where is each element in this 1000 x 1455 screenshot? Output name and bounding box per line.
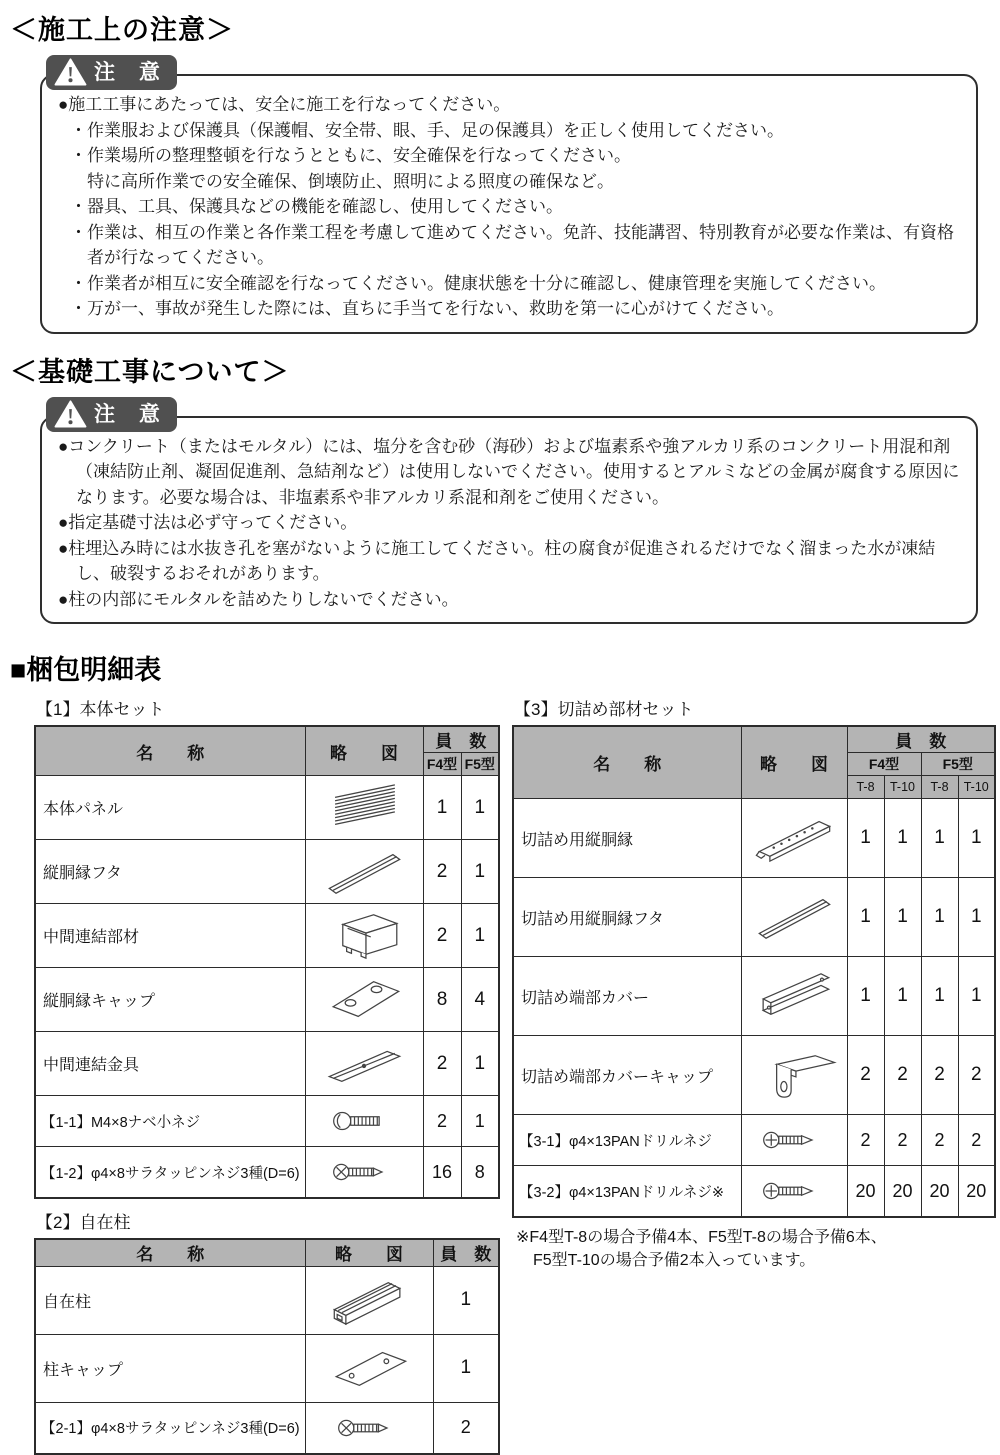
part-name: 切詰め用縦胴縁	[513, 799, 741, 878]
qty-value: 1	[847, 957, 884, 1036]
qty-value: 2	[884, 1115, 921, 1166]
warning-triangle-icon	[54, 58, 87, 87]
part-name: 切詰め端部カバー	[513, 957, 741, 1036]
col-header-f4: F4型	[423, 753, 461, 776]
qty-value: 1	[958, 957, 995, 1036]
qty-value: 1	[423, 776, 461, 840]
caution-line: ●施工工事にあたっては、安全に施工を行なってください。	[58, 95, 511, 114]
table-row	[35, 904, 499, 968]
part-name: 切詰め用縦胴縁フタ	[513, 878, 741, 957]
caution-line: ・器具、工具、保護具などの機能を確認し、使用してください。	[70, 197, 563, 216]
col-header-figure: 略 図	[305, 726, 423, 776]
table-row	[35, 1147, 499, 1199]
caution-line: ●コンクリート（またはモルタル）には、塩分を含む砂（海砂）および塩素系や強アルカリ系のコンクリート用混和剤（凍結防止剤、凝固促進剤、急結剤など）は使用しないでください。使用するとアルミなどの金属が腐食する原因になります。必要な場合は、非塩素系や非アルカリ系混和剤をご使用ください。	[58, 436, 960, 507]
table-row	[35, 1096, 499, 1147]
part-name: 【2-1】φ4×8サラタッピンネジ3種(D=6)	[35, 1402, 305, 1454]
part-name: 中間連結金具	[35, 1032, 305, 1096]
qty-value: 1	[847, 878, 884, 957]
caution-line: ●指定基礎寸法は必ず守ってください。	[58, 513, 358, 532]
table-row	[513, 1036, 995, 1115]
qty-value: 1	[461, 904, 499, 968]
table-row	[35, 1266, 499, 1334]
qty-value: 2	[423, 1096, 461, 1147]
col-header-f5: F5型	[461, 753, 499, 776]
caution-label	[46, 55, 177, 90]
caution-line: ・作業者が相互に安全確認を行なってください。健康状態を十分に確認し、健康管理を実施してください。	[70, 273, 886, 293]
col-header-name: 名 称	[35, 726, 305, 776]
channel-holes-icon	[741, 799, 847, 878]
table3-footnote	[516, 1226, 994, 1272]
col-header-t8b: T-8	[921, 776, 958, 799]
table-row	[513, 878, 995, 957]
col-header-qty: 員 数	[433, 1239, 499, 1266]
qty-value: 4	[461, 968, 499, 1032]
caution-box-foundation	[40, 402, 978, 625]
post-icon	[305, 1266, 433, 1334]
part-name: 本体パネル	[35, 776, 305, 840]
qty-value: 2	[958, 1036, 995, 1115]
qty-value: 2	[847, 1115, 884, 1166]
warning-triangle-icon	[54, 400, 87, 429]
qty-value: 1	[847, 799, 884, 878]
packing-list-title: ■梱包明細表	[10, 655, 162, 685]
qty-value: 2	[884, 1036, 921, 1115]
col-header-f5: F5型	[921, 753, 995, 776]
caution-label-text: 注 意	[94, 402, 169, 426]
part-name: 中間連結部材	[35, 904, 305, 968]
table2-caption: 【2】自在柱	[36, 1213, 131, 1232]
caution-line: ●柱埋込み時には水抜き孔を塞がないように施工してください。柱の腐食が促進されるだけでなく溜まった水が凍結し、破裂するおそれがあります。	[58, 538, 936, 583]
caution-label	[46, 397, 177, 432]
cap-plate-icon	[305, 1334, 433, 1402]
screw-flat-icon	[305, 1402, 433, 1454]
qty-value: 2	[433, 1402, 499, 1454]
screw-drill-icon	[741, 1166, 847, 1218]
qty-value: 8	[461, 1147, 499, 1199]
col-header-figure: 略 図	[305, 1239, 433, 1266]
packing-right-column	[512, 693, 994, 1272]
packing-tables-area	[34, 693, 988, 1455]
caution-line: ・作業は、相互の作業と各作業工程を考慮して進めてください。免許、技能講習、特別教育が必要な作業は、有資格者が行なってください。	[70, 222, 954, 267]
footnote-line: F5型T-10の場合予備2本入っています。	[533, 1252, 816, 1270]
qty-value: 1	[884, 799, 921, 878]
qty-value: 1	[884, 957, 921, 1036]
caution-line: ●柱の内部にモルタルを詰めたりしないでください。	[58, 589, 459, 609]
table-row	[35, 776, 499, 840]
flat-plate-icon	[305, 1032, 423, 1096]
qty-value: 20	[958, 1166, 995, 1218]
caution-line: ・作業服および保護具（保護帽、安全帯、眼、手、足の保護具）を正しく使用してください。	[70, 120, 784, 140]
qty-value: 1	[958, 799, 995, 878]
col-header-t8a: T-8	[847, 776, 884, 799]
table-row	[513, 1166, 995, 1218]
part-name: 【3-1】φ4×13PANドリルネジ	[513, 1115, 741, 1166]
angle-bar-icon	[741, 957, 847, 1036]
part-name: 縦胴縁フタ	[35, 840, 305, 904]
strip-icon	[305, 840, 423, 904]
part-name: 柱キャップ	[35, 1334, 305, 1402]
screw-flat-icon	[305, 1147, 423, 1199]
table-row	[35, 1402, 499, 1454]
table-row	[513, 799, 995, 878]
qty-value: 1	[921, 799, 958, 878]
part-name: 縦胴縁キャップ	[35, 968, 305, 1032]
caution-box-construction	[40, 61, 978, 334]
strip-icon	[741, 878, 847, 957]
qty-value: 1	[921, 878, 958, 957]
plate-holes-icon	[305, 968, 423, 1032]
qty-value: 1	[433, 1266, 499, 1334]
qty-value: 1	[461, 840, 499, 904]
channel-icon	[305, 904, 423, 968]
qty-value: 1	[958, 878, 995, 957]
packing-left-column	[34, 693, 498, 1455]
qty-value: 1	[461, 1032, 499, 1096]
col-header-figure: 略 図	[741, 726, 847, 799]
screw-pan-icon	[305, 1096, 423, 1147]
col-header-qty: 員 数	[423, 726, 499, 753]
table-free-post	[34, 1238, 500, 1455]
part-name: 【1-1】M4×8ナベ小ネジ	[35, 1096, 305, 1147]
qty-value: 8	[423, 968, 461, 1032]
end-cap-icon	[741, 1036, 847, 1115]
table1-caption: 【1】本体セット	[36, 700, 165, 719]
qty-value: 2	[847, 1036, 884, 1115]
qty-value: 20	[921, 1166, 958, 1218]
part-name: 【1-2】φ4×8サラタッピンネジ3種(D=6)	[35, 1147, 305, 1199]
qty-value: 16	[423, 1147, 461, 1199]
section-title-foundation: ＜基礎工事について＞	[10, 356, 290, 387]
qty-value: 1	[461, 1096, 499, 1147]
caution-line: ・万が一、事故が発生した際には、直ちに手当てを行ない、救助を第一に心がけてください。	[70, 299, 784, 318]
table-row	[35, 968, 499, 1032]
qty-value: 1	[921, 957, 958, 1036]
table-row	[35, 840, 499, 904]
qty-value: 20	[847, 1166, 884, 1218]
table-row	[35, 1032, 499, 1096]
part-name: 切詰め端部カバーキャップ	[513, 1036, 741, 1115]
table-cut-parts-set	[512, 725, 996, 1218]
col-header-f4: F4型	[847, 753, 921, 776]
qty-value: 1	[433, 1334, 499, 1402]
table-row	[513, 1115, 995, 1166]
table-row	[513, 957, 995, 1036]
qty-value: 1	[461, 776, 499, 840]
qty-value: 20	[884, 1166, 921, 1218]
panel-stack-icon	[305, 776, 423, 840]
part-name: 【3-2】φ4×13PANドリルネジ※	[513, 1166, 741, 1218]
footnote-line: ※F4型T-8の場合予備4本、F5型T-8の場合予備6本、	[516, 1229, 887, 1246]
qty-value: 1	[884, 878, 921, 957]
col-header-name: 名 称	[35, 1239, 305, 1266]
caution-line: 特に高所作業での安全確保、倒壊防止、照明による照度の確保など。	[87, 171, 614, 191]
screw-drill-icon	[741, 1115, 847, 1166]
caution-lines	[58, 92, 962, 322]
col-header-name: 名 称	[513, 726, 741, 799]
qty-value: 2	[958, 1115, 995, 1166]
col-header-t10a: T-10	[884, 776, 921, 799]
table-row	[35, 1334, 499, 1402]
qty-value: 2	[423, 904, 461, 968]
col-header-qty: 員 数	[847, 726, 995, 753]
table-body-set	[34, 725, 500, 1199]
qty-value: 2	[921, 1115, 958, 1166]
caution-label-text: 注 意	[94, 61, 169, 84]
part-name: 自在柱	[35, 1266, 305, 1334]
caution-line: ・作業場所の整理整頓を行なうとともに、安全確保を行なってください。	[70, 146, 631, 165]
caution-lines	[58, 434, 962, 613]
col-header-t10b: T-10	[958, 776, 995, 799]
qty-value: 2	[921, 1036, 958, 1115]
qty-value: 2	[423, 1032, 461, 1096]
table3-caption: 【3】切詰め部材セット	[514, 700, 694, 719]
qty-value: 2	[423, 840, 461, 904]
section-title-construction: ＜施工上の注意＞	[10, 15, 234, 45]
